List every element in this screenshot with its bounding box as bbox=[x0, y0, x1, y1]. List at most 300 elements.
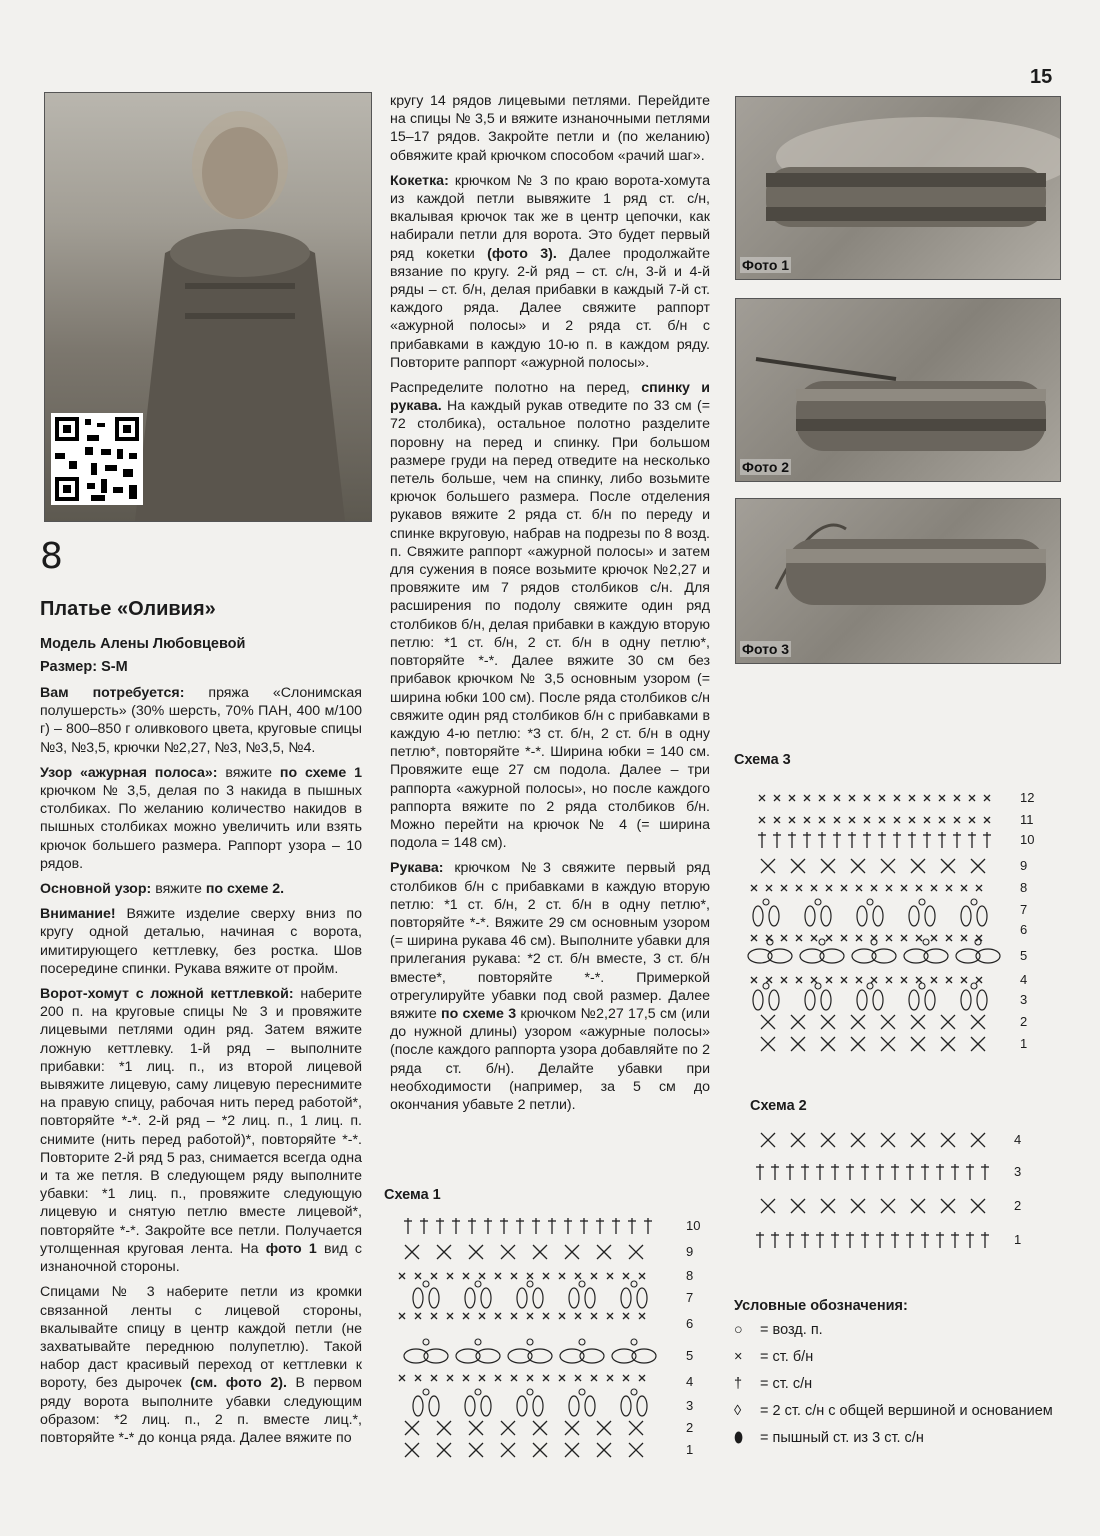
sc-symbol bbox=[607, 1313, 613, 1319]
sc-symbol bbox=[804, 795, 810, 801]
legend-text: = ст. с/н bbox=[756, 1376, 813, 1392]
puff-stitch-symbol bbox=[533, 1396, 543, 1416]
sc-symbol bbox=[527, 1273, 533, 1279]
sc-symbol bbox=[971, 1015, 985, 1029]
puff-stitch-symbol bbox=[465, 1288, 475, 1308]
sc-symbol bbox=[834, 795, 840, 801]
dc-symbol bbox=[801, 1164, 809, 1180]
sc-symbol bbox=[766, 977, 772, 983]
dc-symbol bbox=[981, 1232, 989, 1248]
sc-symbol bbox=[591, 1375, 597, 1381]
sc-symbol bbox=[826, 935, 832, 941]
sc-symbol bbox=[759, 795, 765, 801]
dc-symbol bbox=[861, 1232, 869, 1248]
sc-symbol bbox=[811, 935, 817, 941]
continued-text: кругу 14 рядов лицевыми петлями. Перейдите на спицы № 3,5 и вяжите изнаночными петлями 15–17 рядов. Закройте петли и (по желанию) обвяжите край крючком способом «рачий шаг». bbox=[390, 93, 710, 164]
main-label: Основной узор: bbox=[40, 881, 152, 898]
dc-symbol bbox=[891, 1232, 899, 1248]
photo-2 bbox=[735, 298, 1061, 482]
sc-symbol bbox=[463, 1375, 469, 1381]
sc-symbol bbox=[976, 977, 982, 983]
distribute-text-2: На каждый рукав отведите по 33 см (= 72 столбика), остальное полотно разделите поровну на перед и спинку. При большом размере груди на перед отведите на несколько петель больше, чем на спинку, либо возьмите крючок большего размера. После отделения рукавов вяжите 2 ряда ст. б/н по переду и спинке вкруговую, набрав на подрезы по 8 возд. п. Свяжите раппорт «ажурной полосы» и затем для сужения в поясе возьмите крючок №2,27 и провяжите им 7 рядов столбиков с/н. Для расширения по подолу свяжите один ряд столбиков б/н, делая прибавки в каждую вторую петлю: *1 ст. б/н, 2 ст. б/н в одну петлю*, повторяйте *-*. Далее вяжите 30 см без прибавок крючком № 3,5 основным узором (= ширина юбки 100 см). После ряда столбиков с/н свяжите один ряд столбиков б/н с прибавками в каждую 4-ю петлю: *3 ст. б/н, 2 ст. б/н в одну петлю*, повторяйте *-*. Ширина юбки = 140 см. Провяжите еще 27 см подола. Далее – три раппорта «ажурной полосы», но после каждого раппорта вяжите по 2 ряда столбиков б/н. Можно перейти на крючок № 4 (= ширина подола = 148 см). bbox=[390, 398, 710, 852]
sc-symbol bbox=[791, 1037, 805, 1051]
row-number: 5 bbox=[686, 1348, 694, 1363]
chain-symbol bbox=[919, 983, 925, 989]
openwork-label: Узор «ажурная полоса»: bbox=[40, 764, 218, 781]
row-number: 7 bbox=[1020, 902, 1028, 917]
sc-symbol bbox=[901, 977, 907, 983]
sc-symbol bbox=[469, 1443, 483, 1457]
sc-symbol bbox=[629, 1245, 643, 1259]
dc-symbol bbox=[833, 832, 841, 848]
chain-symbol bbox=[631, 1281, 637, 1287]
puff-stitch-symbol bbox=[429, 1396, 439, 1416]
sc-symbol bbox=[941, 1015, 955, 1029]
row-number: 1 bbox=[1014, 1232, 1022, 1247]
sc-symbol bbox=[984, 817, 990, 823]
sc-symbol bbox=[597, 1421, 611, 1435]
sc-symbol bbox=[575, 1375, 581, 1381]
dc-symbol bbox=[923, 832, 931, 848]
sc-symbol bbox=[501, 1245, 515, 1259]
needs-label: Вам потребуется: bbox=[40, 685, 185, 701]
chain-symbol bbox=[763, 899, 769, 905]
sc-symbol bbox=[924, 817, 930, 823]
sc-symbol bbox=[479, 1375, 485, 1381]
dc-symbol bbox=[758, 832, 766, 848]
legend-text: = ст. б/н bbox=[756, 1349, 814, 1365]
dc-symbol bbox=[564, 1218, 572, 1234]
sc-symbol bbox=[864, 817, 870, 823]
legend-list bbox=[734, 1322, 1074, 1522]
chain-symbol bbox=[871, 939, 877, 945]
sc-symbol bbox=[881, 859, 895, 873]
photo-1-illustration bbox=[736, 97, 1060, 279]
sc-symbol bbox=[796, 885, 802, 891]
column-2-text bbox=[390, 92, 710, 1121]
sc-symbol bbox=[774, 817, 780, 823]
paragraph-distribute bbox=[390, 379, 710, 852]
sc-symbol bbox=[911, 1199, 925, 1213]
sc-symbol bbox=[941, 859, 955, 873]
dc-symbol bbox=[612, 1218, 620, 1234]
pattern-number: 8 bbox=[40, 536, 63, 577]
sc-symbol bbox=[469, 1245, 483, 1259]
dc-symbol bbox=[816, 1164, 824, 1180]
dc-symbol bbox=[938, 832, 946, 848]
sc-symbol bbox=[415, 1375, 421, 1381]
sc-symbol bbox=[511, 1375, 517, 1381]
sc-symbol bbox=[479, 1273, 485, 1279]
schema-2-title: Схема 2 bbox=[750, 1098, 807, 1114]
paragraph-attention bbox=[40, 905, 362, 978]
sc-symbol bbox=[639, 1313, 645, 1319]
sc-symbol bbox=[954, 817, 960, 823]
dc-symbol bbox=[848, 832, 856, 848]
sc-symbol bbox=[399, 1375, 405, 1381]
dc-symbol bbox=[452, 1218, 460, 1234]
dc-symbol bbox=[951, 1232, 959, 1248]
qr-code-pattern bbox=[51, 413, 143, 505]
puff-stitch-symbol bbox=[481, 1288, 491, 1308]
row-number: 10 bbox=[1020, 832, 1035, 847]
row-number: 9 bbox=[1020, 858, 1028, 873]
dc-symbol bbox=[951, 1164, 959, 1180]
puff-stitch-symbol bbox=[857, 990, 867, 1010]
sc-symbol bbox=[811, 977, 817, 983]
sc-symbol bbox=[766, 885, 772, 891]
photo-3-illustration bbox=[736, 499, 1060, 663]
sc-symbol bbox=[886, 885, 892, 891]
main-schema-ref: по схеме 2. bbox=[205, 881, 285, 898]
puff-stitch-symbol bbox=[481, 1396, 491, 1416]
puff-stitch-symbol bbox=[429, 1288, 439, 1308]
sc-symbol bbox=[559, 1273, 565, 1279]
legend-item bbox=[734, 1403, 1053, 1419]
sc-symbol bbox=[804, 817, 810, 823]
sc-symbol bbox=[781, 977, 787, 983]
sc-symbol bbox=[447, 1375, 453, 1381]
sc-symbol bbox=[575, 1273, 581, 1279]
sc-symbol bbox=[821, 1037, 835, 1051]
model-photo bbox=[44, 92, 372, 522]
puff-stitch-symbol bbox=[805, 990, 815, 1010]
sc-symbol bbox=[856, 885, 862, 891]
legend-item bbox=[734, 1349, 813, 1365]
puff-stitch-symbol bbox=[517, 1288, 527, 1308]
sc-symbol bbox=[511, 1273, 517, 1279]
dc-symbol bbox=[891, 1164, 899, 1180]
chain-symbol bbox=[763, 983, 769, 989]
photo-3 bbox=[735, 498, 1061, 664]
sc-symbol bbox=[629, 1443, 643, 1457]
sc-symbol bbox=[789, 817, 795, 823]
dc-symbol bbox=[876, 1232, 884, 1248]
dc-symbol bbox=[773, 832, 781, 848]
sc-symbol bbox=[841, 977, 847, 983]
sc-symbol bbox=[565, 1443, 579, 1457]
sc-symbol bbox=[533, 1421, 547, 1435]
paragraph-main-pattern bbox=[40, 880, 362, 898]
schema-1-chart bbox=[396, 1218, 676, 1458]
sc-symbol bbox=[751, 885, 757, 891]
dc-symbol bbox=[420, 1218, 428, 1234]
collar-label: Ворот-хомут с ложной кеттлевкой: bbox=[40, 986, 294, 1003]
row-number: 10 bbox=[686, 1218, 701, 1233]
sc-symbol bbox=[607, 1375, 613, 1381]
dc-symbol bbox=[846, 1164, 854, 1180]
row-number: 4 bbox=[686, 1374, 694, 1389]
chain-symbol bbox=[919, 899, 925, 905]
sc-symbol bbox=[447, 1273, 453, 1279]
sc-symbol bbox=[751, 935, 757, 941]
sc-symbol bbox=[543, 1375, 549, 1381]
chain-symbol bbox=[527, 1281, 533, 1287]
row-number: 2 bbox=[1020, 1014, 1028, 1029]
sc-symbol bbox=[901, 935, 907, 941]
sc-symbol bbox=[821, 1199, 835, 1213]
sc-symbol bbox=[591, 1313, 597, 1319]
dc-symbol bbox=[516, 1218, 524, 1234]
openwork-text-2: крючком № 3,5, делая по 3 накида в пышных столбиках. По желанию количество накидов в пышных столбиках можно увеличить или взять крючок большего размера. Раппорт узора – 10 рядов. bbox=[40, 783, 362, 872]
chain-symbol bbox=[423, 1339, 429, 1345]
dc-symbol bbox=[983, 832, 991, 848]
puff-stitch-symbol bbox=[977, 990, 987, 1010]
sc-symbol bbox=[894, 817, 900, 823]
yoke-photo-ref: (фото 3). bbox=[487, 245, 557, 262]
puff-stitch-symbol bbox=[961, 990, 971, 1010]
dc-symbol bbox=[816, 1232, 824, 1248]
sc-symbol bbox=[879, 795, 885, 801]
sc-symbol bbox=[415, 1273, 421, 1279]
sc-symbol bbox=[415, 1313, 421, 1319]
sc-symbol bbox=[851, 1037, 865, 1051]
dc-symbol bbox=[818, 832, 826, 848]
sc-symbol bbox=[916, 885, 922, 891]
sc-symbol bbox=[849, 795, 855, 801]
paragraph-sleeves bbox=[390, 859, 710, 1114]
sc-symbol bbox=[851, 1133, 865, 1147]
sc-symbol bbox=[939, 817, 945, 823]
puff-stitch-symbol bbox=[517, 1396, 527, 1416]
chain-symbol bbox=[631, 1389, 637, 1395]
sc-symbol bbox=[886, 977, 892, 983]
schema-3-title: Схема 3 bbox=[734, 752, 791, 768]
chain-symbol bbox=[475, 1389, 481, 1395]
sc-symbol bbox=[437, 1245, 451, 1259]
dc-symbol bbox=[861, 1164, 869, 1180]
sc-symbol bbox=[911, 1037, 925, 1051]
sc-symbol bbox=[639, 1273, 645, 1279]
row-number: 3 bbox=[1020, 992, 1028, 1007]
sc-symbol bbox=[399, 1273, 405, 1279]
chain-symbol bbox=[815, 983, 821, 989]
sc-symbol bbox=[881, 1037, 895, 1051]
spokes-text: Спицами № 3 наберите петли из кромки связанной ленты с лицевой стороны, вкалывайте спицу в центр каждой петли (не захватывайте переднюю полупетлю). Такой набор даст красивый переход от кеттлевки к вороту, без дырочек bbox=[40, 1284, 362, 1392]
sc-symbol bbox=[941, 1037, 955, 1051]
sc-symbol bbox=[971, 1199, 985, 1213]
dc-symbol bbox=[756, 1232, 764, 1248]
legend-text: = 2 ст. с/н с общей вершиной и основанием bbox=[756, 1403, 1053, 1419]
dc-symbol bbox=[468, 1218, 476, 1234]
sc-symbol bbox=[941, 1133, 955, 1147]
sc-symbol bbox=[976, 885, 982, 891]
legend-text: = возд. п. bbox=[756, 1322, 823, 1338]
puff-stitch-symbol bbox=[585, 1396, 595, 1416]
dc-symbol bbox=[596, 1218, 604, 1234]
sc-symbol bbox=[447, 1313, 453, 1319]
collar-text-2: вид с изнаночной стороны. bbox=[40, 1240, 362, 1276]
sc-symbol bbox=[629, 1421, 643, 1435]
chain-symbol bbox=[475, 1281, 481, 1287]
sc-symbol bbox=[969, 817, 975, 823]
dc-symbol bbox=[906, 1232, 914, 1248]
sc-symbol bbox=[909, 795, 915, 801]
schema-3-row-numbers bbox=[1020, 780, 1060, 1060]
sc-symbol bbox=[761, 1037, 775, 1051]
sc-symbol bbox=[761, 1199, 775, 1213]
chain-symbol bbox=[815, 899, 821, 905]
photo-1 bbox=[735, 96, 1061, 280]
puff-stitch-symbol bbox=[637, 1396, 647, 1416]
dc-symbol bbox=[484, 1218, 492, 1234]
sc-symbol bbox=[851, 1199, 865, 1213]
page-number: 15 bbox=[1030, 66, 1053, 88]
chain-symbol bbox=[867, 899, 873, 905]
row-number: 6 bbox=[686, 1316, 694, 1331]
sc-symbol bbox=[781, 935, 787, 941]
sc-symbol bbox=[781, 885, 787, 891]
sc-symbol bbox=[841, 935, 847, 941]
sc-symbol bbox=[791, 1015, 805, 1029]
legend-item bbox=[734, 1376, 812, 1392]
puff-stitch-symbol bbox=[585, 1288, 595, 1308]
sc-symbol bbox=[533, 1443, 547, 1457]
sc-symbol bbox=[911, 859, 925, 873]
row-number: 2 bbox=[686, 1420, 694, 1435]
puff-stitch-symbol bbox=[909, 906, 919, 926]
sc-symbol bbox=[501, 1443, 515, 1457]
sc-symbol bbox=[501, 1421, 515, 1435]
sc-symbol bbox=[941, 1199, 955, 1213]
sc-symbol bbox=[856, 977, 862, 983]
dc-symbol bbox=[644, 1218, 652, 1234]
legend-symbol: × bbox=[734, 1349, 743, 1365]
qr-code[interactable] bbox=[51, 413, 143, 505]
sleeve-text: крючком №3 свяжите первый ряд столбиков б/н с прибавками в каждую вторую петлю: *1 ст. б/н, 2 ст. б/н в одну петлю*, повторяйте *-*. Вяжите 29 см основным узором (= ширина рукава 46 см). Выполните убавки для прилегания рукава: *2 ст. б/н вместе, 3 ст. б/н вместе*, повторяйте *-*. Примеркой отрегулируйте убавки под свой размер. Далее вяжите bbox=[390, 860, 710, 1022]
dc-symbol bbox=[548, 1218, 556, 1234]
puff-stitch-symbol bbox=[533, 1288, 543, 1308]
puff-stitch-symbol bbox=[805, 906, 815, 926]
dc-symbol bbox=[803, 832, 811, 848]
sc-symbol bbox=[911, 1015, 925, 1029]
paragraph-needs bbox=[40, 684, 362, 757]
sc-symbol bbox=[924, 795, 930, 801]
puff-stitch-symbol bbox=[873, 906, 883, 926]
sc-symbol bbox=[437, 1421, 451, 1435]
designer-credit: Модель Алены Любовцевой bbox=[40, 636, 246, 652]
sleeve-text-2: крючком №2,27 17,5 см (или до нужной длины) узором «ажурные полосы» (после каждого раппорта узора добавляйте по 2 ряда ст. б/н). Делайте убавки при необходимости (например, за 5 см до окончания убавьте 2 петли). bbox=[390, 1005, 710, 1113]
sc-symbol bbox=[961, 977, 967, 983]
sc-symbol bbox=[864, 795, 870, 801]
puff-stitch-symbol bbox=[821, 990, 831, 1010]
sc-symbol bbox=[543, 1273, 549, 1279]
distribute-text: Распределите полотно на перед, bbox=[390, 380, 642, 397]
photo-3-label: Фото 3 bbox=[742, 641, 790, 657]
sc-symbol bbox=[961, 885, 967, 891]
dc-symbol bbox=[771, 1164, 779, 1180]
dc-symbol bbox=[878, 832, 886, 848]
sc-symbol bbox=[871, 885, 877, 891]
sc-symbol bbox=[826, 885, 832, 891]
puff-stitch-symbol bbox=[569, 1396, 579, 1416]
row-number: 3 bbox=[686, 1398, 694, 1413]
dc-symbol bbox=[580, 1218, 588, 1234]
schema-1-row-numbers bbox=[686, 1218, 726, 1458]
sc-symbol bbox=[463, 1273, 469, 1279]
photo-2-illustration bbox=[736, 299, 1060, 481]
openwork-text: вяжите bbox=[217, 764, 280, 781]
sc-symbol bbox=[751, 977, 757, 983]
sc-symbol bbox=[761, 1015, 775, 1029]
sc-symbol bbox=[495, 1273, 501, 1279]
dc-symbol bbox=[786, 1232, 794, 1248]
dc-symbol bbox=[966, 1164, 974, 1180]
dc-symbol bbox=[968, 832, 976, 848]
sc-symbol bbox=[761, 1133, 775, 1147]
sc-symbol bbox=[405, 1245, 419, 1259]
puff-stitch-symbol bbox=[413, 1396, 423, 1416]
dc-symbol bbox=[436, 1218, 444, 1234]
yoke-text-2: Далее продолжайте вязание по кругу. 2-й ряд – ст. с/н, 3-й и 4-й ряды – ст. б/н, делая прибавки в каждый 7-й ст. каждого ряда. Далее свяжите раппорт «ажурной полосы» и 2 ряда ст. б/н с прибавками в каждую 10-ю п. в каждом ряду. Повторите раппорт «ажурной полосы». bbox=[390, 245, 711, 371]
dc-symbol bbox=[876, 1164, 884, 1180]
attention-label: Внимание! bbox=[40, 906, 116, 923]
sc-symbol bbox=[821, 1133, 835, 1147]
sc-symbol bbox=[954, 795, 960, 801]
sc-symbol bbox=[575, 1313, 581, 1319]
legend-item bbox=[734, 1322, 823, 1338]
sc-symbol bbox=[971, 859, 985, 873]
puff-stitch-symbol bbox=[873, 990, 883, 1010]
puff-stitch-symbol bbox=[961, 906, 971, 926]
row-number: 2 bbox=[1014, 1198, 1022, 1213]
dc-symbol bbox=[831, 1164, 839, 1180]
legend-symbol: ○ bbox=[734, 1322, 743, 1338]
sc-symbol bbox=[495, 1375, 501, 1381]
chain-symbol bbox=[579, 1281, 585, 1287]
sc-symbol bbox=[527, 1375, 533, 1381]
sc-symbol bbox=[821, 859, 835, 873]
sc-symbol bbox=[495, 1313, 501, 1319]
sc-symbol bbox=[931, 885, 937, 891]
legend-symbol: ⬮ bbox=[734, 1430, 744, 1446]
puff-stitch-symbol bbox=[925, 906, 935, 926]
puff-stitch-symbol bbox=[857, 906, 867, 926]
chain-symbol bbox=[971, 899, 977, 905]
sc-symbol bbox=[901, 885, 907, 891]
dc-symbol bbox=[893, 832, 901, 848]
dc-symbol bbox=[846, 1232, 854, 1248]
sc-symbol bbox=[405, 1443, 419, 1457]
dc-symbol bbox=[921, 1164, 929, 1180]
sc-symbol bbox=[774, 795, 780, 801]
sc-symbol bbox=[946, 935, 952, 941]
sc-symbol bbox=[819, 795, 825, 801]
sc-symbol bbox=[791, 1199, 805, 1213]
sc-symbol bbox=[791, 1133, 805, 1147]
row-number: 7 bbox=[686, 1290, 694, 1305]
sc-symbol bbox=[565, 1245, 579, 1259]
sc-symbol bbox=[969, 795, 975, 801]
sc-symbol bbox=[821, 1015, 835, 1029]
puff-stitch-symbol bbox=[925, 990, 935, 1010]
sc-symbol bbox=[796, 977, 802, 983]
sc-symbol bbox=[834, 817, 840, 823]
photo-1-label: Фото 1 bbox=[742, 257, 790, 273]
row-number: 5 bbox=[1020, 948, 1028, 963]
sc-symbol bbox=[479, 1313, 485, 1319]
chain-symbol bbox=[527, 1389, 533, 1395]
collar-photo-ref: фото 1 bbox=[265, 1240, 317, 1257]
sc-symbol bbox=[789, 795, 795, 801]
sc-symbol bbox=[886, 935, 892, 941]
dc-symbol bbox=[981, 1164, 989, 1180]
row-number: 4 bbox=[1020, 972, 1028, 987]
dc-symbol bbox=[801, 1232, 809, 1248]
dc-symbol bbox=[788, 832, 796, 848]
row-number: 4 bbox=[1014, 1132, 1022, 1147]
sc-symbol bbox=[894, 795, 900, 801]
